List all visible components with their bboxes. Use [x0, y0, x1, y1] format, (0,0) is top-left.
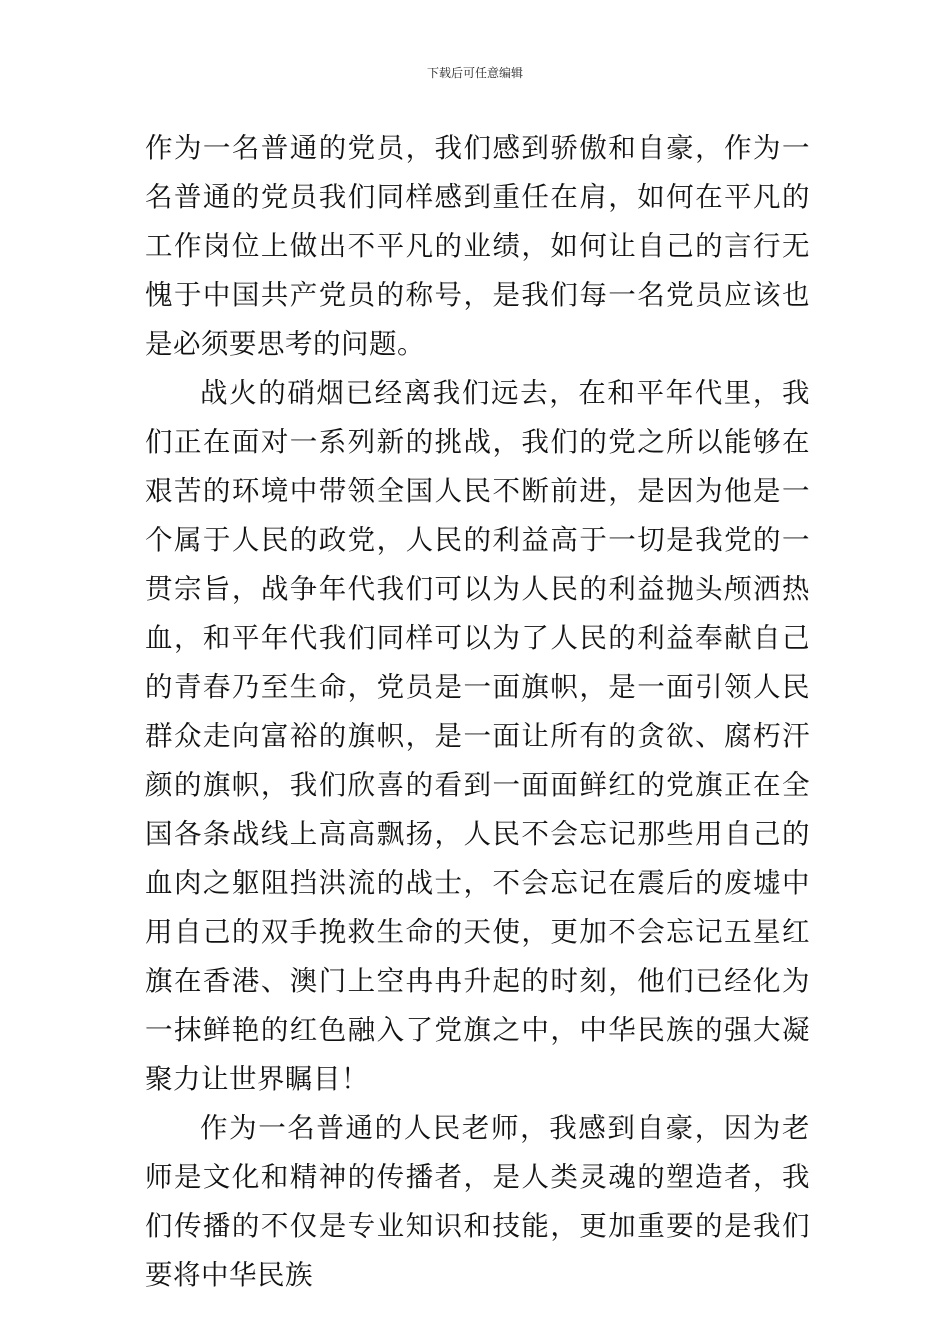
paragraph-2: 战火的硝烟已经离我们远去，在和平年代里，我们正在面对一系列新的挑战，我们的党之所以能够在艰苦的环境中带领全国人民不断前进，是因为他是一个属于人民的政党，人民的利益高于一切是我党的一贯宗旨，战争年代我们可以为人民的利益抛头颅洒热血，和平年代我们同样可以为了人民的利益奉献自己的青春乃至生命，党员是一面旗帜，是一面引领人民群众走向富裕的旗帜，是一面让所有的贪欲、腐朽汗颜的旗帜，我们欣喜的看到一面面鲜红的党旗正在全国各条战线上高高飘扬，人民不会忘记那些用自己的血肉之躯阻挡洪流的战士，不会忘记在震后的废墟中用自己的双手挽救生命的天使，更加不会忘记五星红旗在香港、澳门上空冉冉升起的时刻，他们已经化为一抹鲜艳的红色融入了党旗之中，中华民族的强大凝聚力让世界瞩目！	[145, 377, 810, 1095]
page-header: 下载后可任意编辑	[426, 66, 523, 80]
paragraph-1: 作为一名普通的党员，我们感到骄傲和自豪，作为一名普通的党员我们同样感到重任在肩，如何在平凡的工作岗位上做出不平凡的业绩，如何让自己的言行无愧于中国共产党员的称号，是我们每一名党员应该也是必须要思考的问题。	[145, 132, 810, 360]
paragraph-3: 作为一名普通的人民老师，我感到自豪，因为老师是文化和精神的传播者，是人类灵魂的塑造者，我们传播的不仅是专业知识和技能，更加重要的是我们要将中华民族	[145, 1112, 810, 1291]
body-text	[145, 124, 810, 1300]
